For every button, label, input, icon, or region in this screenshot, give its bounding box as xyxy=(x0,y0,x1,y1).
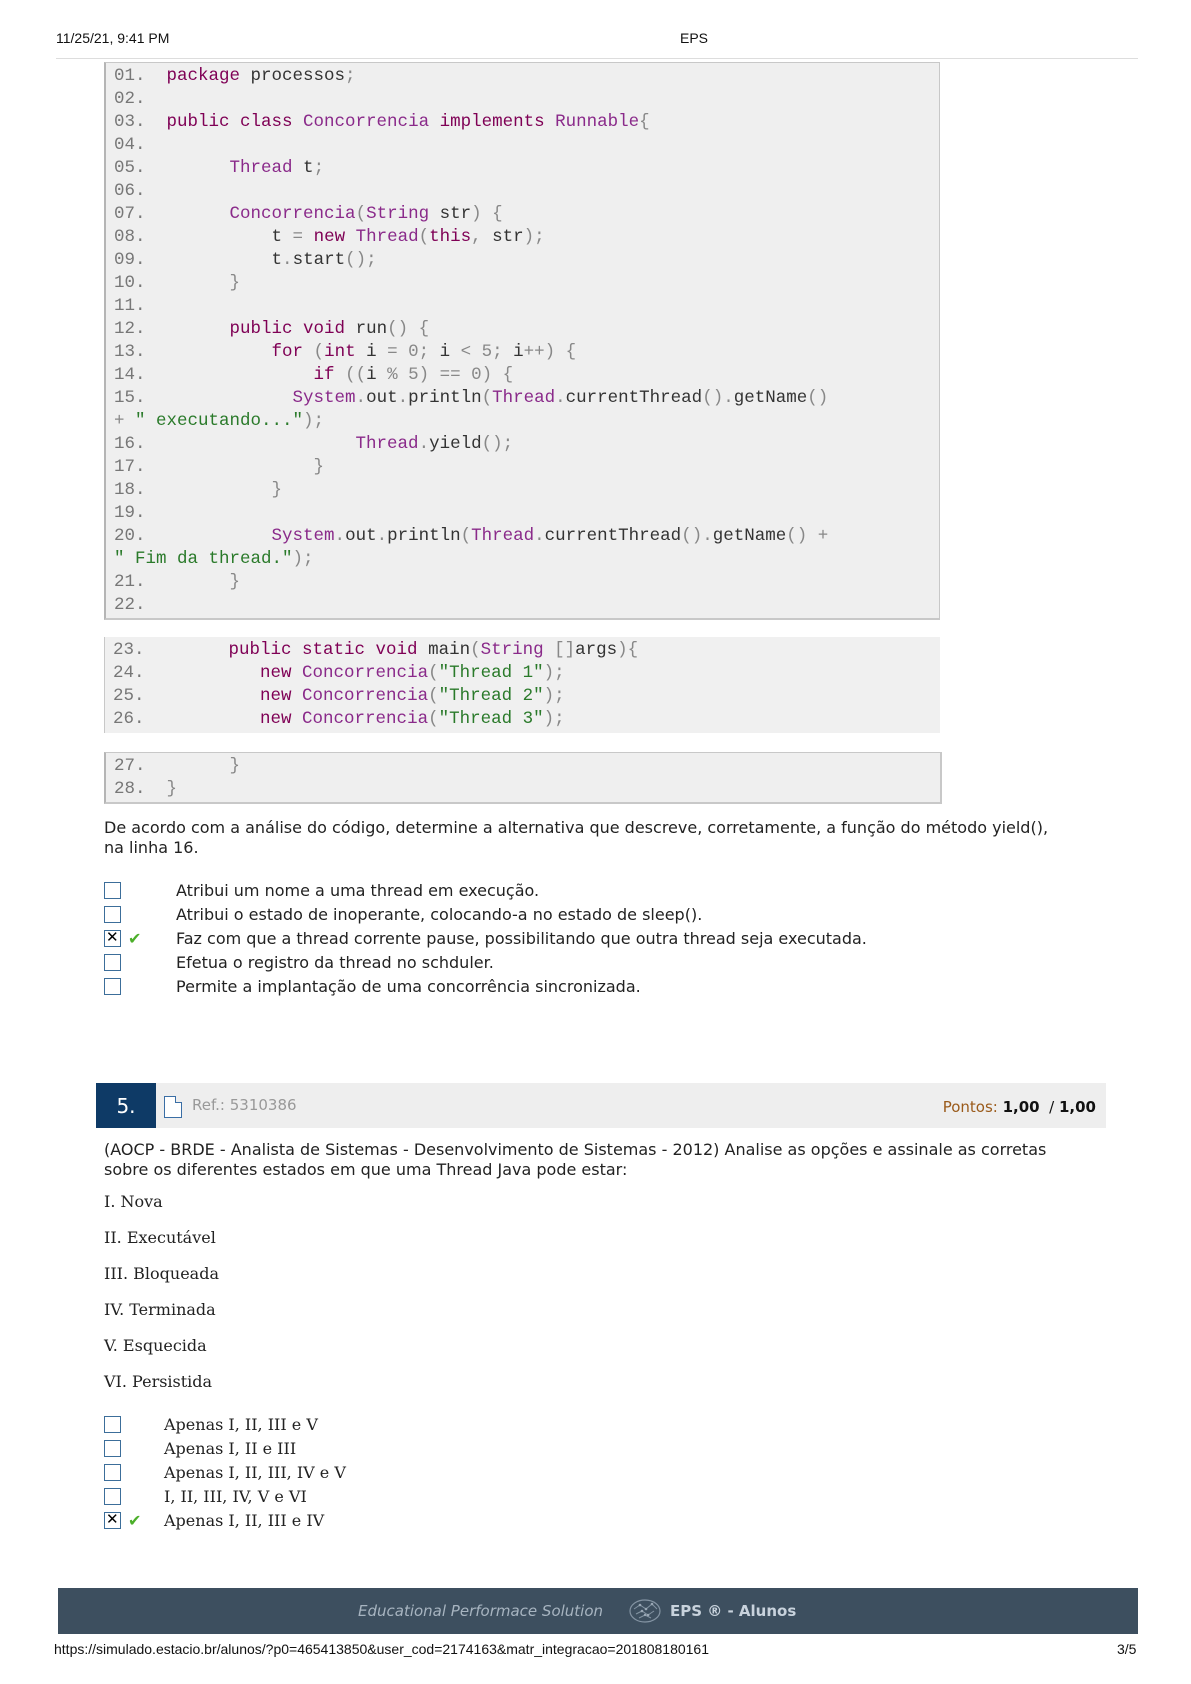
code-line: 08. t = new Thread(this, str); xyxy=(114,227,545,247)
answer-checkbox[interactable] xyxy=(104,978,121,995)
answer-label: Atribui o estado de inoperante, colocando-a no estado de sleep(). xyxy=(176,905,703,924)
page-url: https://simulado.estacio.br/alunos/?p0=465413850&user_cod=2174163&matr_integracao=201808180161 xyxy=(54,1641,709,1657)
answer-checkbox[interactable] xyxy=(104,1464,121,1481)
state-item: I. Nova xyxy=(104,1192,163,1211)
print-datetime: 11/25/21, 9:41 PM xyxy=(56,30,170,46)
print-title: EPS xyxy=(680,30,709,46)
code-line: 09. t.start(); xyxy=(114,250,377,270)
answer-option[interactable] xyxy=(104,1412,318,1436)
answer-option[interactable] xyxy=(104,1508,325,1532)
code-line: 18. } xyxy=(114,480,283,500)
code-line: 12. public void run() { xyxy=(114,319,430,339)
code-block-3 xyxy=(104,752,942,804)
print-header xyxy=(0,28,1191,58)
code-line: 01. package processos; xyxy=(114,66,356,86)
question4-prompt-line1: De acordo com a análise do código, determine a alternativa que descreve, corretamente, a função do método yield(), xyxy=(104,818,1049,837)
code-line: 24. new Concorrencia("Thread 1"); xyxy=(113,663,565,683)
answer-label: Atribui um nome a uma thread em execução. xyxy=(176,881,540,900)
question-ref: Ref.: 5310386 xyxy=(192,1096,297,1114)
code-line: 15. System.out.println(Thread.currentThread().getName() xyxy=(114,388,829,408)
code-line: 05. Thread t; xyxy=(114,158,325,178)
question5-prompt-line1: (AOCP - BRDE - Analista de Sistemas - Desenvolvimento de Sistemas - 2012) Analise as opções e assinale as corretas xyxy=(104,1140,1047,1159)
code-line: 07. Concorrencia(String str) { xyxy=(114,204,503,224)
answer-checkbox[interactable] xyxy=(104,1512,121,1529)
answer-label: Apenas I, II, III, IV e V xyxy=(164,1463,346,1482)
answer-checkbox[interactable] xyxy=(104,954,121,971)
state-item: V. Esquecida xyxy=(104,1336,207,1355)
answer-label: Apenas I, II, III e IV xyxy=(164,1511,325,1530)
answer-option[interactable] xyxy=(104,974,641,998)
answer-checkbox[interactable] xyxy=(104,1440,121,1457)
answer-checkbox[interactable] xyxy=(104,1416,121,1433)
answer-checkbox[interactable] xyxy=(104,1488,121,1505)
answer-option[interactable] xyxy=(104,926,867,950)
answer-checkbox[interactable] xyxy=(104,906,121,923)
code-line: 06. xyxy=(114,181,146,201)
code-line: 14. if ((i % 5) == 0) { xyxy=(114,365,514,385)
code-line: 17. } xyxy=(114,457,325,477)
question-points: Pontos: 1,00 / 1,00 xyxy=(942,1098,1096,1116)
state-item: II. Executável xyxy=(104,1228,216,1247)
code-line: 19. xyxy=(114,503,146,523)
state-item: VI. Persistida xyxy=(104,1372,213,1391)
state-item: III. Bloqueada xyxy=(104,1264,219,1283)
answer-option[interactable] xyxy=(104,1436,297,1460)
brain-logo-icon xyxy=(628,1597,662,1625)
question5-header xyxy=(96,1083,1106,1128)
answer-option[interactable] xyxy=(104,878,540,902)
code-line: 04. xyxy=(114,135,146,155)
answer-label: I, II, III, IV, V e VI xyxy=(164,1487,307,1506)
code-line: + " executando..."); xyxy=(114,411,325,431)
code-line: 02. xyxy=(114,89,146,109)
page-number: 3/5 xyxy=(1117,1641,1137,1657)
question4-options xyxy=(104,878,867,998)
answer-label: Efetua o registro da thread no schduler. xyxy=(176,953,494,972)
state-item: IV. Terminada xyxy=(104,1300,216,1319)
code-line: 26. new Concorrencia("Thread 3"); xyxy=(113,709,565,729)
code-line: 10. } xyxy=(114,273,241,293)
correct-check-icon: ✔ xyxy=(128,1511,142,1530)
footer-slogan: Educational Performace Solution xyxy=(358,1602,604,1620)
question-number: 5. xyxy=(96,1083,156,1128)
question5-prompt-line2: sobre os diferentes estados em que uma Thread Java pode estar: xyxy=(104,1160,628,1179)
header-divider xyxy=(56,58,1138,59)
answer-label: Apenas I, II, III e V xyxy=(164,1415,318,1434)
code-line: 03. public class Concorrencia implements Runnable{ xyxy=(114,112,650,132)
answer-checkbox[interactable] xyxy=(104,930,121,947)
answer-checkbox[interactable] xyxy=(104,882,121,899)
code-line: 16. Thread.yield(); xyxy=(114,434,514,454)
code-line: 23. public static void main(String []args){ xyxy=(113,640,639,660)
thread-states-list xyxy=(104,1192,219,1408)
question5-options xyxy=(104,1412,346,1532)
code-line: " Fim da thread."); xyxy=(114,549,314,569)
code-line: 13. for (int i = 0; i < 5; i++) { xyxy=(114,342,577,362)
code-block-2 xyxy=(104,637,940,733)
answer-option[interactable] xyxy=(104,902,703,926)
code-line: 11. xyxy=(114,296,146,316)
code-block-1 xyxy=(104,62,940,620)
question5-prompt xyxy=(104,1140,1104,1180)
answer-option[interactable] xyxy=(104,1460,346,1484)
answer-label: Permite a implantação de uma concorrência sincronizada. xyxy=(176,977,641,996)
answer-label: Apenas I, II e III xyxy=(164,1439,297,1458)
code-line: 27. } xyxy=(114,756,241,776)
footer-brand: EPS ® - Alunos xyxy=(670,1602,797,1620)
code-line: 28. } xyxy=(114,779,178,799)
code-line: 21. } xyxy=(114,572,241,592)
question4-prompt-line2: na linha 16. xyxy=(104,838,199,857)
question4-prompt xyxy=(104,818,1104,858)
code-line: 22. xyxy=(114,595,146,615)
code-line: 20. System.out.println(Thread.currentThread().getName() + xyxy=(114,526,829,546)
code-line: 25. new Concorrencia("Thread 2"); xyxy=(113,686,565,706)
correct-check-icon: ✔ xyxy=(128,929,142,948)
footer-bar xyxy=(58,1588,1138,1634)
answer-option[interactable] xyxy=(104,1484,307,1508)
answer-option[interactable] xyxy=(104,950,494,974)
answer-label: Faz com que a thread corrente pause, possibilitando que outra thread seja executada. xyxy=(176,929,867,948)
document-icon xyxy=(164,1096,182,1118)
